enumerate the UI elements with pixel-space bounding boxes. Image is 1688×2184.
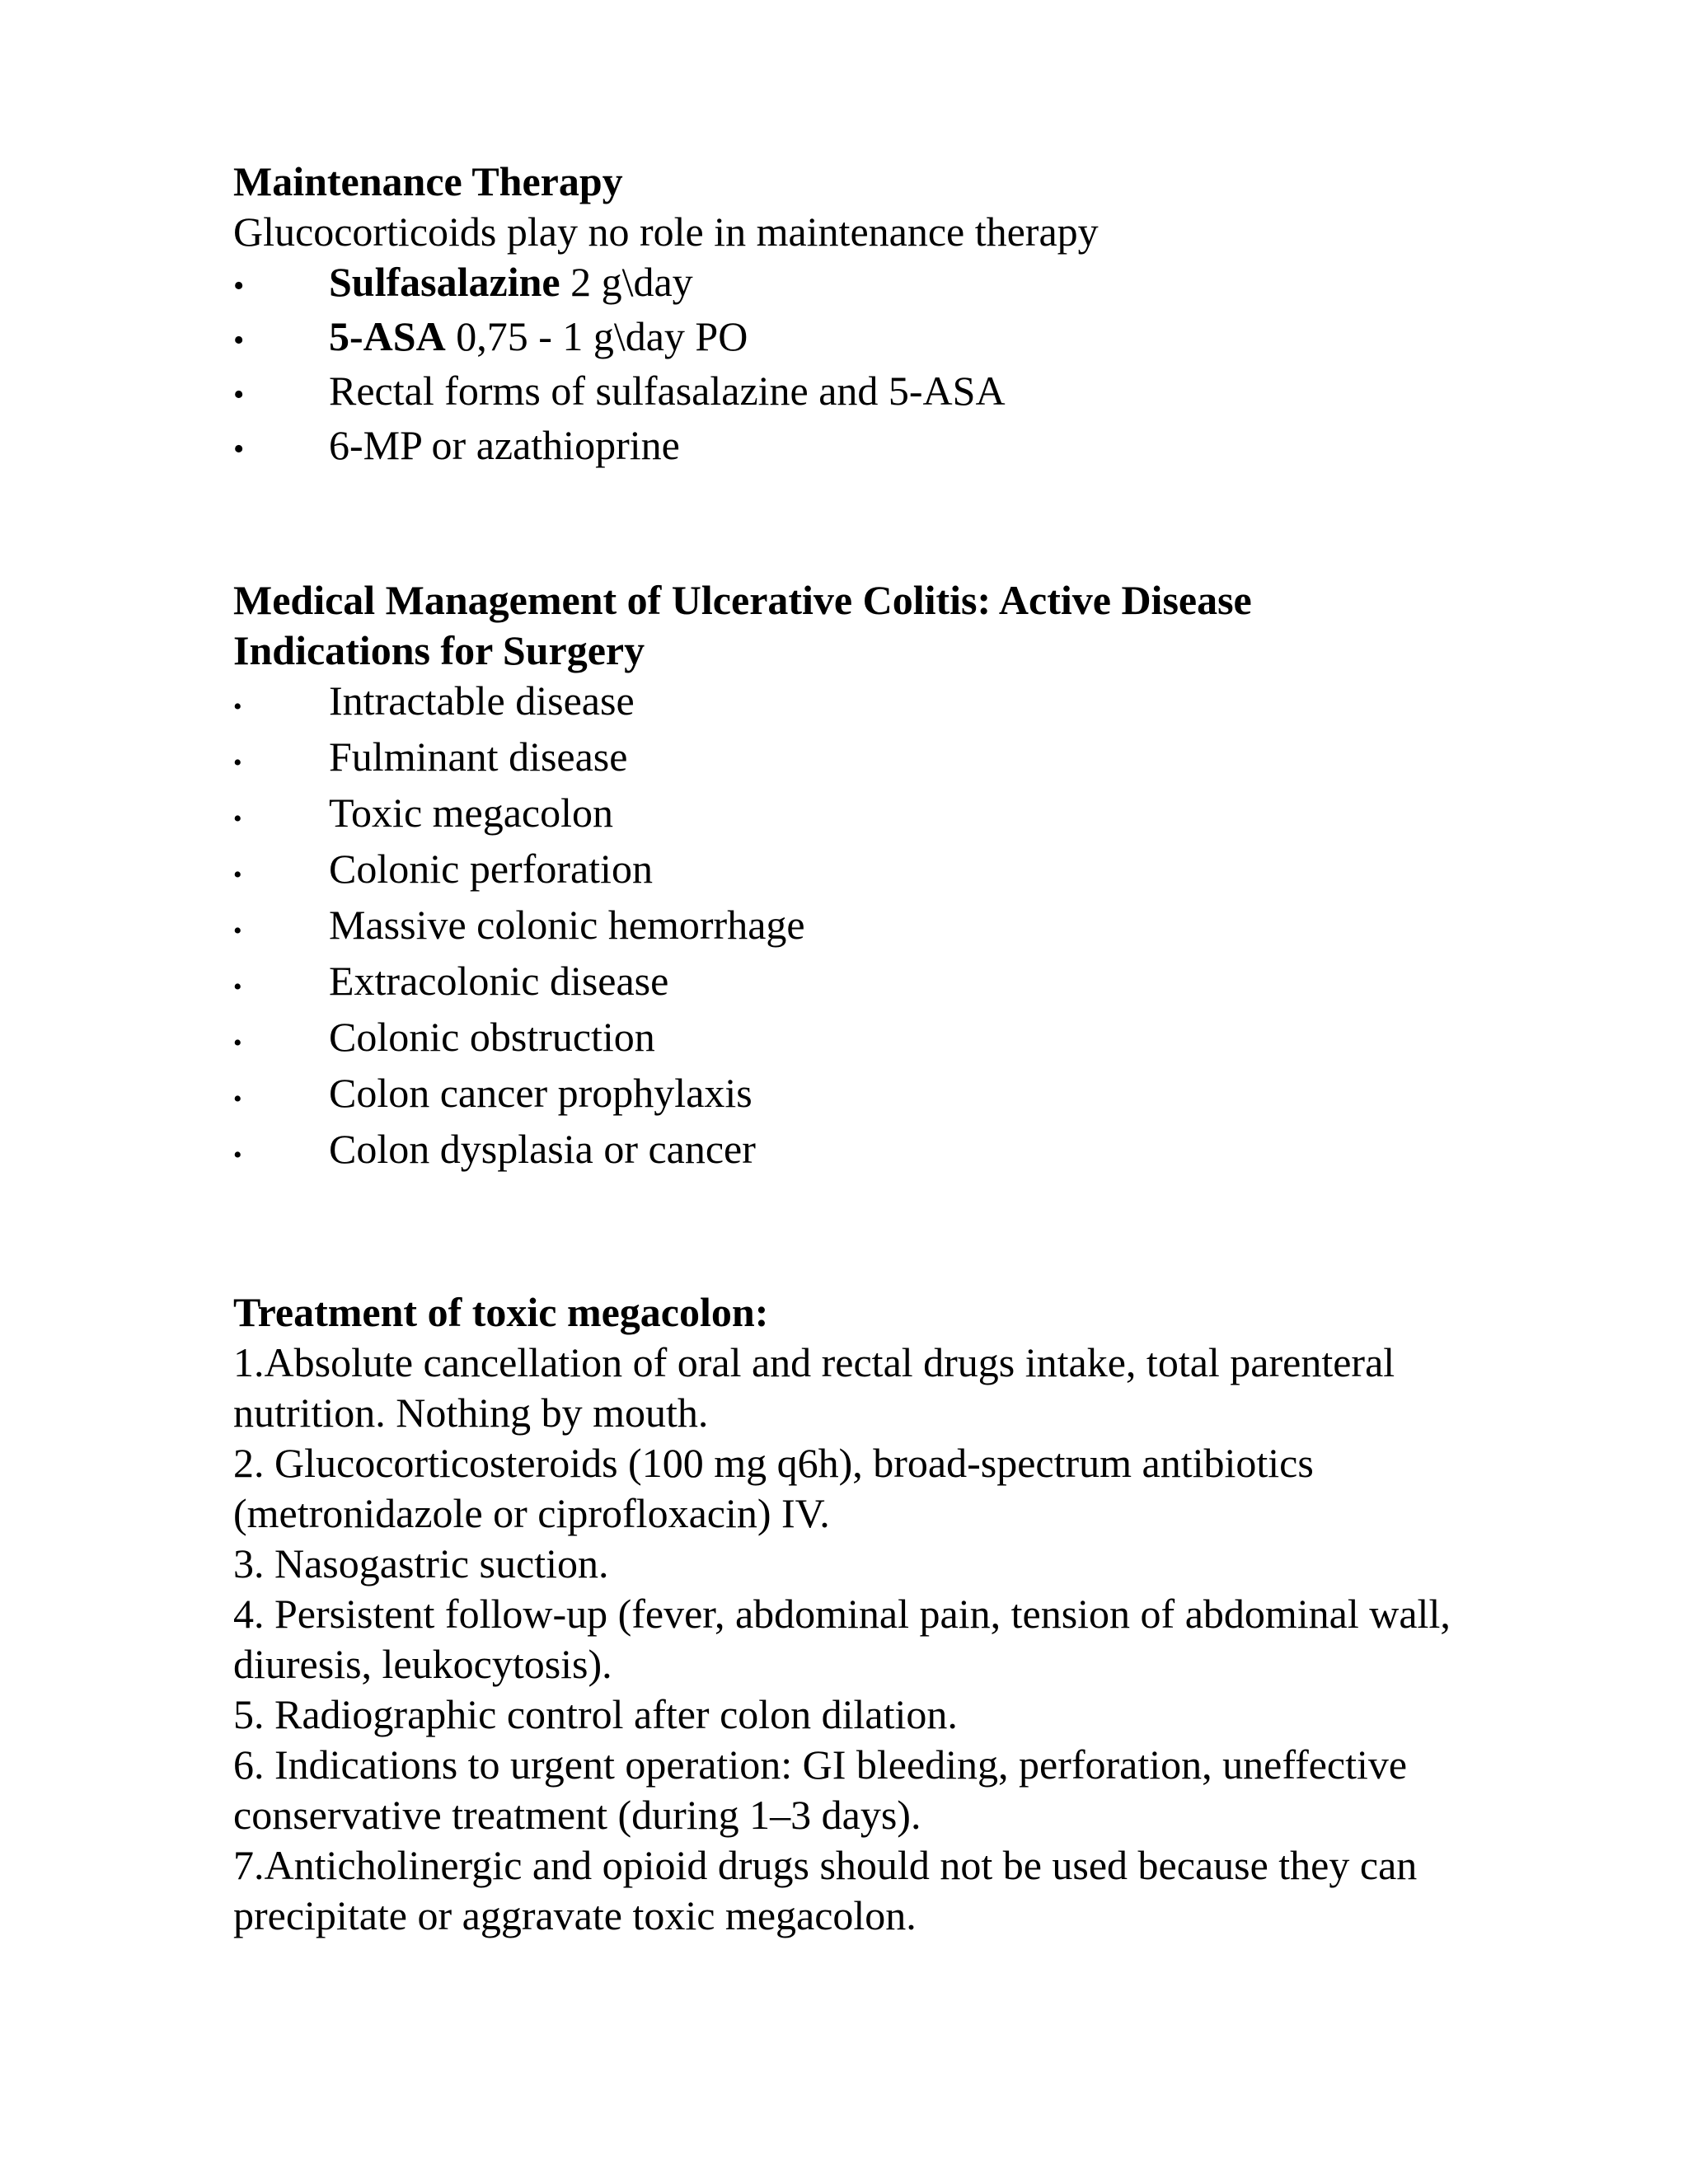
list-item [233,900,1568,956]
bullet-icon: • [233,861,242,888]
bullet-icon: • [233,805,242,832]
bullet-icon: • [233,693,242,720]
list-item [233,788,1568,844]
maintenance-heading: Maintenance Therapy [233,158,623,204]
treatment-line: 5. Radiographic control after colon dilation. [233,1691,958,1737]
treatment-line: 6. Indications to urgent operation: GI bleeding, perforation, uneffective [233,1741,1408,1788]
treatment-line: diuresis, leukocytosis). [233,1641,612,1687]
drug-dose: 0,75 - 1 g\day PO [445,313,748,359]
drug-name: Sulfasalazine [329,259,560,305]
list-item [233,1124,1568,1180]
list-item-text: Intractable disease [329,677,635,724]
bullet-icon: • [233,1141,242,1169]
list-item-text: Colon dysplasia or cancer [329,1126,756,1172]
drug-name: 5-ASA [329,313,446,359]
toxic-megacolon-section [233,1287,1568,1941]
bullet-icon: • [233,973,242,1001]
surgery-list [233,676,1568,1180]
document-page [233,157,1568,1941]
treatment-line: 3. Nasogastric suction. [233,1540,609,1586]
list-item-text: Colon cancer prophylaxis [329,1070,753,1116]
treatment-line: 4. Persistent follow-up (fever, abdominal pain, tension of abdominal wall, [233,1591,1451,1637]
surgery-section [233,575,1568,1180]
list-item-text: Colonic perforation [329,846,653,892]
bullet-icon: • [233,269,245,303]
bullet-icon: • [233,432,245,466]
treatment-line: conservative treatment (during 1–3 days). [233,1792,921,1838]
list-item [233,257,1568,312]
treatment-line: precipitate or aggravate toxic megacolon. [233,1892,917,1938]
list-item-text: Extracolonic disease [329,958,669,1004]
list-item-text: Rectal forms of sulfasalazine and 5-ASA [329,368,1006,414]
spacer [233,1180,1568,1287]
list-item [233,1068,1568,1124]
maintenance-intro: Glucocorticoids play no role in maintenance therapy [233,209,1099,255]
list-item [233,312,1568,366]
spacer [233,475,1568,575]
bullet-icon: • [233,1085,242,1113]
bullet-icon: • [233,917,242,944]
maintenance-section [233,157,1568,475]
treatment-line: 1.Absolute cancellation of oral and rectal drugs intake, total parenteral [233,1339,1395,1385]
list-item [233,956,1568,1012]
treatment-line: 7.Anticholinergic and opioid drugs should not be used because they can [233,1842,1418,1888]
bullet-icon: • [233,749,242,776]
drug-dose: 2 g\day [560,259,693,305]
list-item-text: Fulminant disease [329,733,628,780]
surgery-heading: Indications for Surgery [233,627,645,673]
management-heading: Medical Management of Ulcerative Colitis: Active Disease [233,577,1252,623]
list-item-text: 6-MP or azathioprine [329,422,680,468]
bullet-icon: • [233,377,245,412]
treatment-line: (metronidazole or ciprofloxacin) IV. [233,1490,830,1536]
toxic-megacolon-heading: Treatment of toxic megacolon: [233,1289,769,1335]
bullet-icon: • [233,1029,242,1057]
treatment-line: 2. Glucocorticosteroids (100 mg q6h), broad-spectrum antibiotics [233,1440,1314,1486]
list-item [233,366,1568,420]
list-item [233,1012,1568,1068]
list-item-text: Massive colonic hemorrhage [329,902,805,948]
list-item [233,732,1568,788]
bullet-icon: • [233,323,245,358]
list-item [233,420,1568,475]
treatment-line: nutrition. Nothing by mouth. [233,1390,709,1436]
list-item-text: Toxic megacolon [329,790,613,836]
list-item [233,676,1568,732]
list-item-text: Colonic obstruction [329,1014,655,1060]
list-item [233,844,1568,900]
